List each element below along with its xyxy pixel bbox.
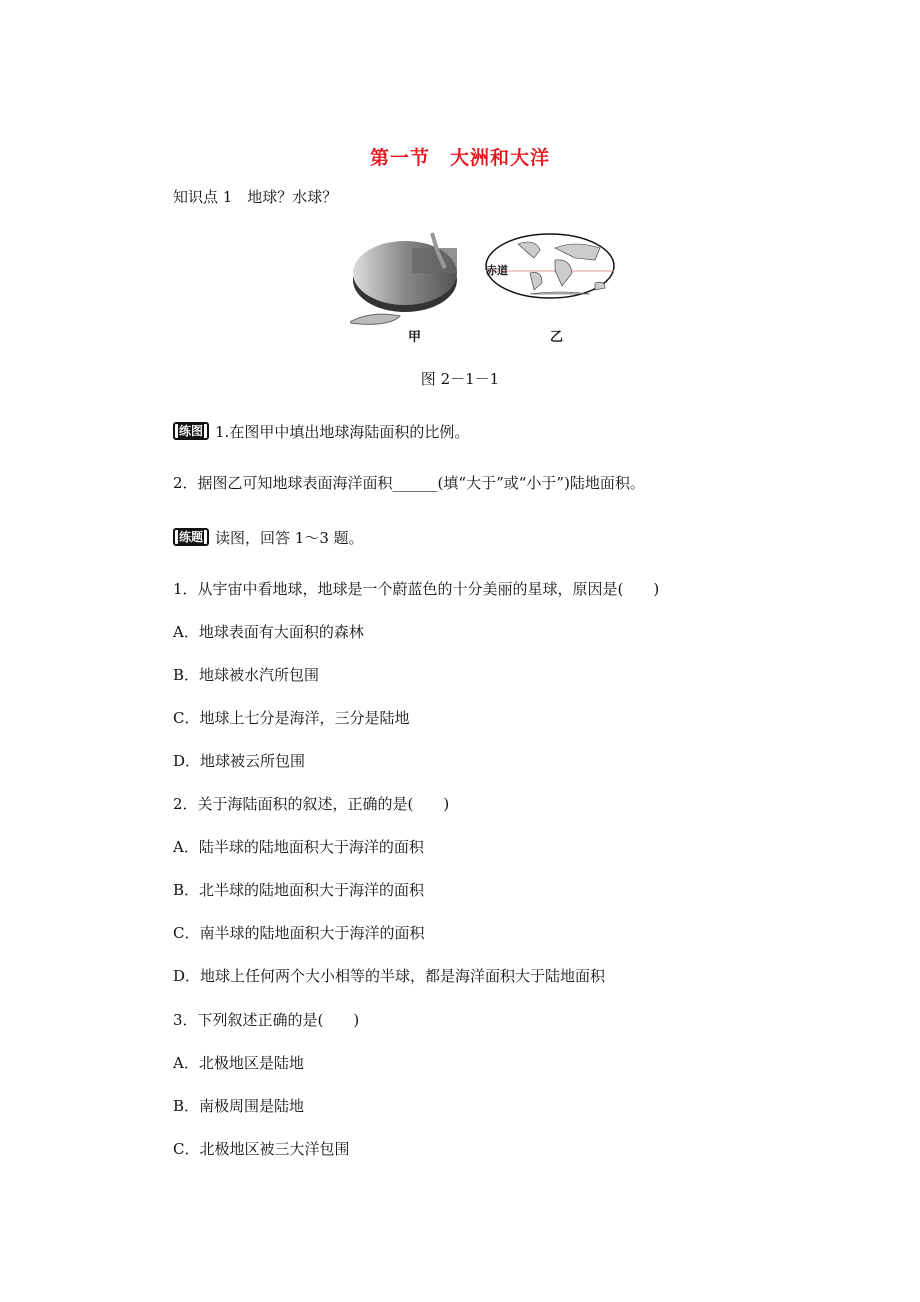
page-title: 第一节 大洲和大洋 <box>369 147 550 169</box>
option: C．地球上七分是海洋，三分是陆地 <box>173 709 410 727</box>
practice-figure-badge: 练图 <box>173 422 209 440</box>
practice-figure-q1 <box>173 422 469 442</box>
practice-questions-intro <box>173 528 364 548</box>
option: A．陆半球的陆地面积大于海洋的面积 <box>173 838 424 856</box>
option: D．地球被云所包围 <box>173 752 306 770</box>
option: D．地球上任何两个大小相等的半球，都是海洋面积大于陆地面积 <box>173 967 606 985</box>
option: B．地球被水汽所包围 <box>173 666 320 684</box>
option: A．北极地区是陆地 <box>173 1054 304 1072</box>
practice-questions-badge: 练题 <box>173 528 209 546</box>
section-heading: 知识点 1 地球？水球？ <box>173 188 338 206</box>
option: B．北半球的陆地面积大于海洋的面积 <box>173 881 425 899</box>
question-stem: 1．从宇宙中看地球，地球是一个蔚蓝色的十分美丽的星球，原因是( ) <box>173 580 660 598</box>
question-stem: 2．关于海陆面积的叙述，正确的是( ) <box>173 795 450 813</box>
question-text: 1.在图甲中填出地球海陆面积的比例。 <box>215 423 470 441</box>
figure-label-yi: 乙 <box>550 330 564 345</box>
option: B．南极周围是陆地 <box>173 1097 305 1115</box>
equator-label: 赤道 <box>486 264 508 277</box>
practice-figure-q2: 2．据图乙可知地球表面海洋面积______(填“大于”或“小于”)陆地面积。 <box>173 474 645 492</box>
option: C．南半球的陆地面积大于海洋的面积 <box>173 924 425 942</box>
figure-label-jia: 甲 <box>408 330 422 345</box>
option: A．地球表面有大面积的森林 <box>173 623 364 641</box>
intro-text: 读图，回答 1～3 题。 <box>215 529 364 547</box>
option: C．北极地区被三大洋包围 <box>173 1140 350 1158</box>
land-sea-disc-image <box>350 228 620 348</box>
question-stem: 3．下列叙述正确的是( ) <box>173 1011 360 1029</box>
figure-2-1-1 <box>350 228 620 348</box>
figure-caption: 图 2－1－1 <box>420 370 500 388</box>
